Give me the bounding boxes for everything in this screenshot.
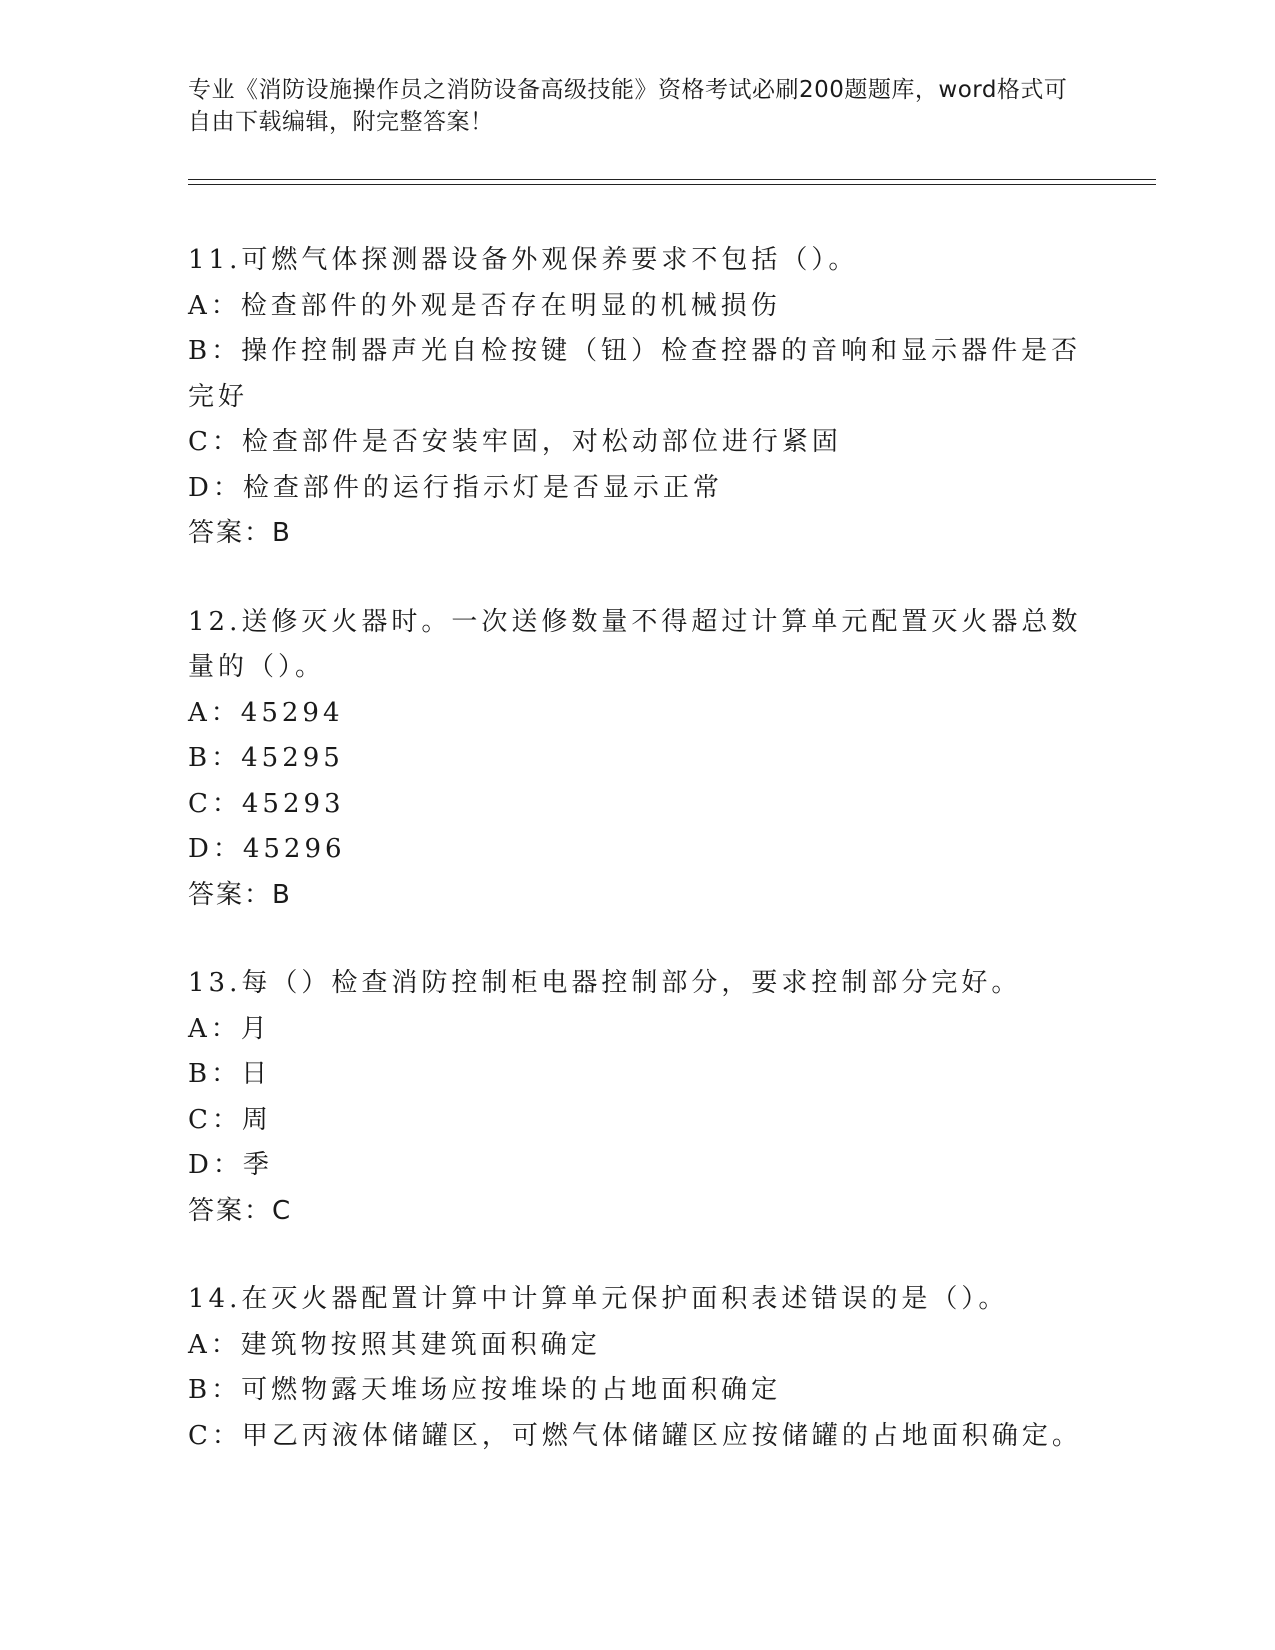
- question-14: [188, 1277, 1088, 1459]
- option-c: C：检查部件是否安装牢固，对松动部位进行紧固: [188, 427, 842, 457]
- option-b: B：日: [188, 1059, 272, 1089]
- question-11: [188, 238, 1088, 557]
- answer: 答案：B: [188, 879, 292, 910]
- question-13: [188, 961, 1088, 1234]
- option-d: D：检查部件的运行指示灯是否显示正常: [188, 472, 723, 503]
- option-a: A：月: [188, 1013, 271, 1044]
- answer: 答案：C: [188, 1195, 293, 1226]
- question-list: [188, 238, 1088, 1502]
- option-d: D：45296: [188, 834, 346, 864]
- option-c: C：甲乙丙液体储罐区，可燃气体储罐区应按储罐的占地面积确定。: [188, 1420, 1082, 1451]
- option-b: B：45295: [188, 743, 344, 773]
- question-text: 11.可燃气体探测器设备外观保养要求不包括（）。: [188, 245, 859, 275]
- option-a: A：建筑物按照其建筑面积确定: [188, 1329, 601, 1360]
- header-rule-top: [188, 179, 1156, 180]
- document-header: 专业《消防设施操作员之消防设备高级技能》资格考试必刷200题题库，word格式可自由下载编辑，附完整答案！: [188, 77, 1068, 135]
- option-c: C：周: [188, 1104, 272, 1135]
- option-b: B：可燃物露天堆场应按堆垛的占地面积确定: [188, 1375, 782, 1405]
- header-rule-bottom: [188, 184, 1156, 185]
- option-a: A：检查部件的外观是否存在明显的机械损伤: [188, 290, 781, 321]
- answer: 答案：B: [188, 518, 292, 548]
- option-d: D：季: [188, 1150, 273, 1180]
- question-text: 14.在灭火器配置计算中计算单元保护面积表述错误的是（）。: [188, 1284, 1009, 1314]
- option-b: B：操作控制器声光自检按键（钮）检查控器的音响和显示器件是否完好: [188, 336, 1082, 412]
- option-a: A：45294: [188, 697, 344, 728]
- question-12: [188, 600, 1088, 919]
- question-text: 13.每（）检查消防控制柜电器控制部分，要求控制部分完好。: [188, 968, 1022, 998]
- option-c: C：45293: [188, 788, 345, 819]
- question-text: 12.送修灭火器时。一次送修数量不得超过计算单元配置灭火器总数量的（）。: [188, 606, 1082, 682]
